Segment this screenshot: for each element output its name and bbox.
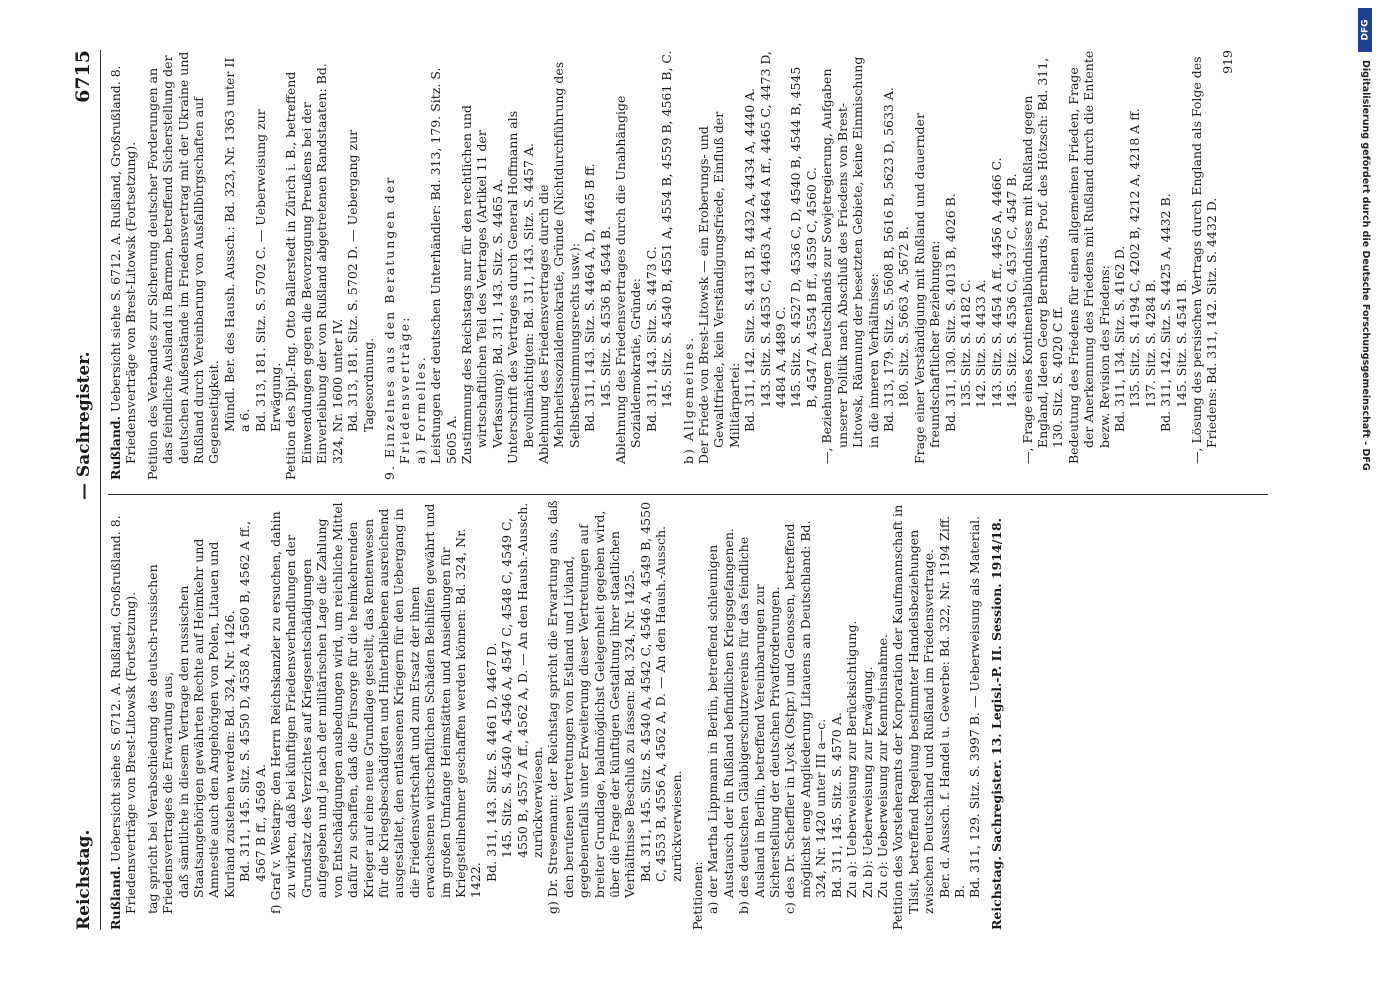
dfg-note: Digitalisierung gefördert durch die Deutsche Forschungsgemeinschaft - DFG xyxy=(1360,60,1371,471)
citation: 137. Sitz. S. 4284 B. xyxy=(1142,279,1158,408)
entry-text: Frage einer Verständigung mit Rußland und dauernder freundschaftlicher Beziehungen: xyxy=(911,112,943,464)
citation: Bd. 311, 143. Sitz. S. 4464 A, D, 4465 B ff. xyxy=(582,163,598,432)
column-left-heading: Rußland. Uebersicht siehe S. 6712. A. Rußland, Großrußland. 8. Friedensverträge von Brest-Litowsk (Fortsetzung). xyxy=(108,515,139,930)
citation: Mündl. Ber. des Haush. Aussch.: Bd. 323, Nr. 1363 unter II a 6. xyxy=(221,57,253,432)
header-center: — Sachregister. xyxy=(74,351,94,500)
petition-c: c) des Dr. Scheffler in Lyck (Ostpr.) und Genossen, betreffend möglichst enge Angliederung Litauens an Deutschland: Bd. 324, Nr. 1420 unter III a—c. xyxy=(782,520,829,914)
printer-mark: 919 xyxy=(1219,50,1235,74)
entry-text: Unterschrift des Vertrages durch General Hoffmann als Bevollmächtigten: Bd. 311, 143. Sitz. S. 4457 A. xyxy=(505,110,536,464)
entry-text: tag spricht bei Verabschiedung des deutsch-russischen Friedensvertrages die Erwartung aus, xyxy=(144,564,176,914)
subsection-a: a) Formelles. xyxy=(412,355,428,464)
citation: Bd. 311, 143. Sitz. S. 4473 C. xyxy=(643,246,659,432)
entry-text: —, Lösung des persischen Vertrags durch England als Folge des Friedens: Bd. 311, 142. Sitz. S. 4432 D. xyxy=(1189,56,1220,464)
resolution: Zu a): Ueberweisung zur Berücksichtigung. xyxy=(844,620,860,898)
citation: Bd. 311, 143. Sitz. S. 4461 D, 4467 D. xyxy=(483,642,499,882)
header-left: Reichstag. xyxy=(74,829,94,930)
citation: 145. Sitz. S. 4541 B. xyxy=(1173,279,1189,408)
citation: 142. Sitz. S. 4433 A. xyxy=(973,279,989,408)
citation: 135. Sitz. S. 4182 C. xyxy=(957,279,973,408)
petition-barmen: Petition des Verbandes zur Sicherung deutscher Forderungen an das feindliche Ausland in Barmen, betreffend Sicherstellung der deutschen Außenstände im Friedensvertrag mit der Ukraine und Rußland durch Vereinbarung von Ausfallbürgschaften auf Gegenseitigkeit. xyxy=(144,51,222,480)
column-left xyxy=(108,500,1004,930)
citation: 145. Sitz. S. 4540 A, 4546 A, 4547 C, 4548 C, 4549 C, 4550 B, 4557 A ff., 4562 A, D. — An den Haush.-Aussch. zurückverwiesen. xyxy=(499,502,545,858)
entry-text: daß sämtliche in diesem Vertrage den russischen Staatsangehörigen gewährten Rechte auf Heimkehr und Amnestie auch den Angehörigen von Polen, Litauen und Kurland zustehen werden: Bd. 324, Nr. 1426. xyxy=(175,538,237,898)
citation: 145. Sitz. S. 4536 C, 4537 C, 4547 B. xyxy=(1004,173,1020,408)
entry-text: Bedeutung des Friedens für einen allgemeinen Frieden, Frage der Anerkennung des Friedens mit Rußland durch die Entente bezw. Revision des Friedens: xyxy=(1065,50,1112,464)
entry-text: Ablehnung des Friedensvertrages durch die Mehrheitssozialdemokratie, Gründe (Nichtdurchführung des Selbstbestimmungsrechts usw.): xyxy=(535,61,582,464)
resolution: Zu c): Ueberweisung zur Kenntnisnahme. xyxy=(874,633,890,898)
citation: Bd. 311, 145. Sitz. S. 4540 A, 4542 C, 4546 A, 4549 B, 4550 C, 4553 B, 4556 A, 4562 A, D. — An den Haush.-Aussch. zurückverwiesen. xyxy=(637,501,684,882)
entry-text: Zustimmung des Reichstags nur für den rechtlichen und wirtschaftlichen Teil des Vertrages (Artikel 11 der Verfassung): Bd. 311, 143. Sitz. S. 4465 A. xyxy=(458,105,505,464)
citation: Bd. 311, 129. Sitz. S. 3997 B. — Ueberweisung als Material. xyxy=(967,515,983,898)
entry-text: —, Beziehungen Deutschlands zur Sowjetregierung, Aufgaben unserer Politik nach Abschluß des Friedens von Brest-Litowsk, Räumung der besetzten Gebiete, keine Einmischung in die inneren Verhältnisse: xyxy=(819,56,881,464)
citation: 135. Sitz. S. 4194 C, 4202 B, 4212 A, 4218 A ff. xyxy=(1127,108,1143,408)
column-right-heading: Rußland. Uebersicht siehe S. 6712. A. Rußland, Großrußland. 8. Friedensverträge von Brest-Litowsk (Fortsetzung). xyxy=(108,65,139,480)
citation: 143. Sitz. S. 4453 C, 4463 A, 4464 A ff., 4465 C, 4473 D, 4484 A, 4489 C. xyxy=(757,51,789,408)
citation: Bd. 311, 142. Sitz. S. 4425 A, 4432 B. xyxy=(1158,193,1174,432)
citation: 145. Sitz. S. 4527 D, 4536 C, D, 4540 B, 4544 B, 4545 B, 4547 A, 4554 B ff., 4559 C, 4560 C. xyxy=(788,66,819,408)
citation: 145. Sitz. S. 4540 B, 4551 A, 4554 B, 4559 B, 4561 B, C. xyxy=(659,50,675,408)
citation: 180. Sitz. S. 5663 A, 5672 B. xyxy=(896,226,912,408)
entry-text: Leistungen der deutschen Unterhändler: Bd. 313, 179. Sitz. S. 5605 A. xyxy=(428,67,459,464)
petitions-heading: Petitionen: xyxy=(690,861,706,930)
citation: Bd. 311, 142. Sitz. S. 4431 B, 4432 A, 4434 A, 4440 A. xyxy=(742,87,758,432)
entry-text: —, Frage eines Kontinentalbündnisses mit Rußland gegen England, Ideen Georg Bernhards, Prof. des Hötzsch: Bd. 311, 130. Sitz. S. 4020 C ff. xyxy=(1019,57,1066,464)
dfg-logo: DFG xyxy=(1358,8,1372,52)
citation: Bd. 313, 181. Sitz. S. 5702 C. — Ueberweisung zur Erwägung. xyxy=(252,109,284,432)
citation: Bd. 311, 134. Sitz. S. 4162 D. xyxy=(1112,245,1127,432)
page-number: 6715 xyxy=(72,50,94,103)
digitization-sidebar xyxy=(1348,0,1383,1000)
petition-tilsit: Petition des Vorsteheramts der Korporation der Kaufmannschaft in Tilsit, betreffend Regelung bestimmter Handelsbeziehungen zwischen Deutschland und Rußland im Friedensvertrage. xyxy=(890,504,937,930)
page-header xyxy=(60,50,101,930)
resolution: Zu b): Ueberweisung zur Erwägung. xyxy=(859,666,875,898)
citation: 145. Sitz. S. 4536 B, 4544 B. xyxy=(597,226,613,408)
entry-text: Ablehnung des Friedensvertrages durch die Unabhängige Sozialdemokratie, Gründe: xyxy=(613,95,644,464)
citation: 143. Sitz. S. 4454 A ff., 4456 A, 4466 C. xyxy=(988,157,1004,408)
petition-b: b) des deutschen Gläubigerschutzvereins für das feindliche Ausland in Berlin, betreffend Vereinbarungen zur Sicherstellung der deutschen Privatforderungen. xyxy=(736,536,783,914)
citation: Bd. 311, 130. Sitz. S. 4013 B, 4026 B. xyxy=(942,193,958,432)
motion-f: f) Graf v. Westarp: den Herrn Reichskanzler zu ersuchen, dahin zu wirken, daß bei künftigen Friedensverhandlungen der Grundsatz des Verzichtes auf Kriegsentschädigungen aufgegeben und je nach der militärischen Lage die Zahlung von Entschädigungen ausbedungen wird, um reichliche Mittel dafür zu schaffen, daß die Fürsorge für die heimkehrenden Krieger auf eine neue Grundlage gestellt, das Rentenwesen für die Kriegsbeschädigten und Hinterbliebenen ausreichend ausgestaltet, den entlassenen Kriegern für den Uebergang in die Friedenswirtschaft und zum Ersatz der ihnen erwachsenen wirtschaftlichen Schäden Beihilfen gewährt und im großen Umfange Heimstätten und Ansiedlungen für Kriegsteilnehmer geschaffen werden können: Bd. 324, Nr. 1422. xyxy=(268,502,484,914)
citation: Bd. 313, 179. Sitz. S. 5608 B, 5616 B, 5623 D, 5633 A. xyxy=(880,87,896,432)
column-rule xyxy=(108,494,1268,495)
citation: Bd. 313, 181. Sitz. S. 5702 D. — Uebergang zur Tagesordnung. xyxy=(345,129,376,432)
petition-zuerich: Petition des Dipl.-Ing. Otto Ballerstedt in Zürich i. B., betreffend Einwendungen gegen die Bevorzugung Preußens bei der Einverleibung der von Rußland abgetretenen Randstaaten: Bd. 324, Nr. 1600 unter IV. xyxy=(283,63,345,480)
column-right xyxy=(108,50,1235,480)
citation: Ber. d. Aussch. f. Handel u. Gewerbe: Bd. 322, Nr. 1194 Ziff. B. xyxy=(936,515,967,898)
entry-text: Der Friede von Brest-Litowsk — ein Eroberungs- und Gewaltfriede, kein Verständigungsfriede, Einfluß der Militärpartei: xyxy=(696,111,742,464)
citation: Bd. 311, 145. Sitz. S. 4570 A. xyxy=(828,712,844,898)
petition-a: a) der Martha Lippmann in Berlin, betreffend schleunigen Austausch der in Rußland befindlichen Kriegsgefangenen. xyxy=(705,528,736,914)
subsection-b: b) Allgemeines. xyxy=(680,335,696,464)
motion-g: g) Dr. Stresemann: der Reichstag spricht die Erwartung aus, daß den berufenen Vertretungen von Estland und Livland, gegebenenfalls unter Erweiterung dieser Vertretungen auf breiter Grundlage, baldmöglichst Gelegenheit gegeben wird, über die Frage der künftigen Gestaltung ihrer staatlichen Verhältnisse Beschluß zu fassen: Bd. 324, Nr. 1425. xyxy=(545,500,638,914)
citation: Bd. 311, 145. Sitz. S. 4550 D, 4558 A, 4560 B, 4562 A ff., 4567 B ff., 4569 A. xyxy=(237,520,268,882)
page-footer: Reichstag. Sachregister. 13. Legisl.-P. II. Session. 1914/18. xyxy=(988,517,1004,930)
section-9-heading: 9. Einzelnes aus den Beratungen der Friedensverträge: xyxy=(381,175,413,480)
